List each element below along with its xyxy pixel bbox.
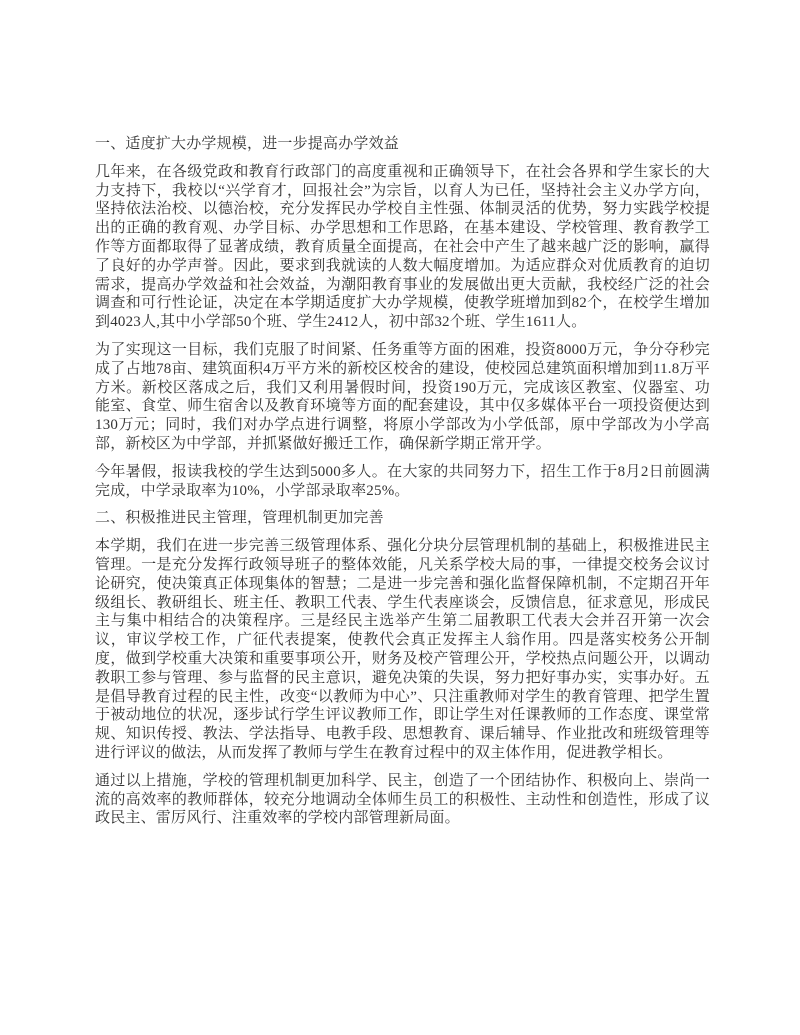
- section-heading-2: 二、积极推进民主管理，管理机制更加完善: [95, 510, 384, 527]
- paragraph-2: 为了实现这一目标，我们克服了时间紧、任务重等方面的困难，投资8000万元，争分夺秒完成了占地78亩、建筑面积4万平方米的新校区校舍的建设，使校园总建筑面积增加到11.8万平方米。新校区落成之后，我们又利用暑假时间，投资190万元，完成该区教室、仪器室、功能室、食堂、师生宿舍以及教育环境等方面的配套建设，其中仅多媒体平台一项投资便达到130万元；同时，我们对办学点进行调整，将原小学部改为小学低部，原中学部改为小学高部，新校区为中学部，并抓紧做好搬迁工作，确保新学期正常开学。: [95, 341, 710, 452]
- paragraph-5: 通过以上措施，学校的管理机制更加科学、民主，创造了一个团结协作、积极向上、崇尚一流的高效率的教师群体，较充分地调动全体师生员工的积极性、主动性和创造性，形成了议政民主、雷厉风行、注重效率的学校内部管理新局面。: [95, 772, 710, 827]
- paragraph-4: 本学期，我们在进一步完善三级管理体系、强化分块分层管理机制的基础上，积极推进民主管理。一是充分发挥行政领导班子的整体效能，凡关系学校大局的事，一律提交校务会议讨论研究，使决策真正体现集体的智慧；二是进一步完善和强化监督保障机制，不定期召开年级组长、教研组长、班主任、教职工代表、学生代表座谈会，反馈信息，征求意见，形成民主与集中相结合的决策程序。三是经民主选举产生第二届教职工代表大会并召开第一次会议，审议学校工作，广征代表提案，使教代会真正发挥主人翁作用。四是落实校务公开制度，做到学校重大决策和重要事项公开，财务及校产管理公开，学校热点问题公开，以调动教职工参与管理、参与监督的民主意识，避免决策的失误，努力把好事办实，实事办好。五是倡导教育过程的民主性，改变“以教师为中心”、只注重教师对学生的教育管理、把学生置于被动地位的状况，逐步试行学生评议教师工作，即让学生对任课教师的工作态度、课堂常规、知识传授、教法、学法指导、电教手段、思想教育、课后辅导、作业批改和班级管理等进行评议的做法，从而发挥了教师与学生在教育过程中的双主体作用，促进教学相长。: [95, 538, 710, 761]
- paragraph-1: 几年来，在各级党政和教育行政部门的高度重视和正确领导下，在社会各界和学生家长的大力支持下，我校以“兴学育才，回报社会”为宗旨，以育人为已任，坚持社会主义办学方向，坚持依法治校、以德治校，充分发挥民办学校自主性强、体制灵活的优势，努力实践学校提出的正确的教育观、办学目标、办学思想和工作思路，在基本建设、学校管理、教育教学工作等方面都取得了显著成绩，教育质量全面提高，在社会中产生了越来越广泛的影响，赢得了良好的办学声誉。因此，要求到我就读的人数大幅度增加。为适应群众对优质教育的迫切需求，提高办学效益和社会效益，为潮阳教育事业的发展做出更大贡献，我校经广泛的社会调查和可行性论证，决定在本学期适度扩大办学规模，使教学班增加到82个，在校学生增加到4023人,其中小学部50个班、学生2412人，初中部32个班、学生1611人。: [95, 163, 710, 331]
- section-heading-1: 一、适度扩大办学规模，进一步提高办学效益: [95, 136, 400, 152]
- paragraph-3: 今年暑假，报读我校的学生达到5000多人。在大家的共同努力下，招生工作于8月2日前圆满完成，中学录取率为10%，小学部录取率25%。: [95, 463, 710, 499]
